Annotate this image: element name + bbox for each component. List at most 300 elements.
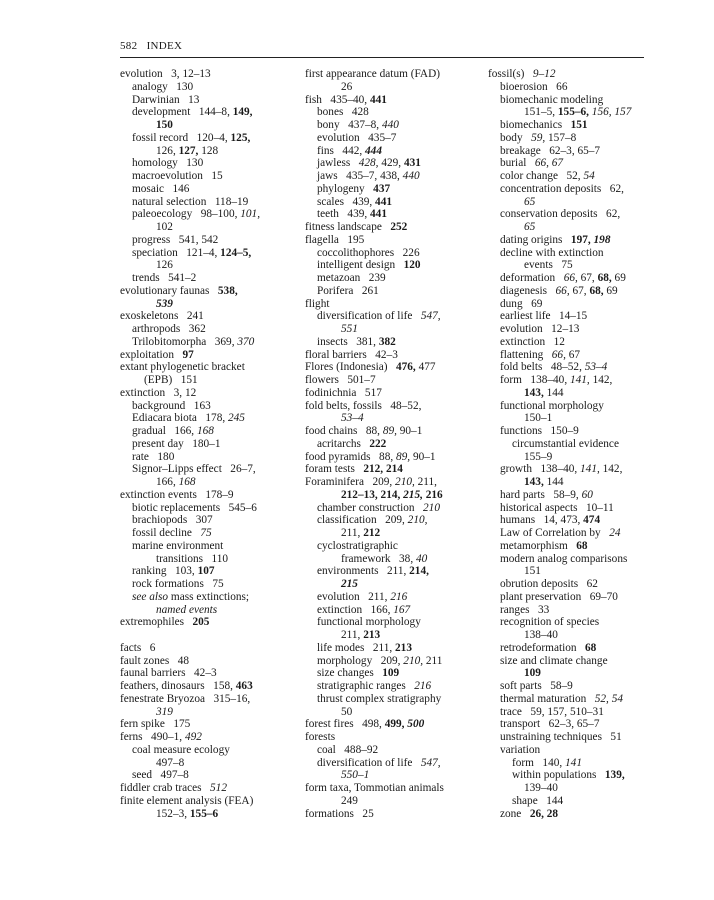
index-subentry	[488, 540, 658, 553]
index-text: framework 38,	[341, 552, 416, 565]
index-text: diversification of life	[317, 310, 421, 323]
index-subentry	[120, 769, 305, 782]
index-subentry	[305, 489, 490, 502]
index-subentry	[305, 540, 490, 553]
index-text: morphology 209,	[317, 654, 404, 667]
index-subentry	[488, 196, 658, 209]
index-subentry	[120, 476, 305, 489]
index-text: 89,	[396, 450, 411, 463]
index-text: analogy 130	[132, 80, 194, 93]
index-text: recognition of species	[500, 616, 600, 629]
index-text: faunal barriers 42–3	[120, 667, 217, 680]
index-subentry	[305, 693, 490, 706]
index-subentry	[488, 642, 658, 655]
index-text: 210,	[407, 514, 428, 527]
index-subentry	[120, 132, 305, 145]
index-entry	[305, 731, 490, 744]
index-subentry	[488, 412, 658, 425]
index-subentry	[305, 667, 490, 680]
index-text: 319	[156, 705, 173, 718]
index-subentry	[120, 221, 305, 234]
index-text: fossil decline	[132, 527, 201, 539]
index-entry	[120, 680, 305, 693]
index-text: shape 144	[512, 794, 564, 807]
index-text: coal 488–92	[317, 743, 379, 756]
index-subentry	[305, 183, 490, 196]
index-subentry	[305, 119, 490, 132]
index-entry	[120, 655, 305, 668]
index-subentry	[488, 718, 658, 731]
index-text: 155–9	[524, 450, 553, 463]
index-subentry	[120, 578, 305, 591]
index-subentry	[488, 132, 658, 145]
index-text: 65	[524, 221, 536, 233]
index-subentry	[120, 183, 305, 196]
index-subentry	[305, 757, 490, 770]
index-subentry	[488, 629, 658, 642]
index-text: 211,	[341, 527, 364, 539]
index-text: metazoan 239	[317, 272, 386, 284]
index-text: dating origins	[500, 233, 571, 246]
index-subentry	[488, 323, 658, 336]
index-text: 52, 54	[594, 692, 623, 705]
index-text: Porifera 261	[317, 284, 379, 297]
index-text: 59,	[531, 131, 546, 144]
index-subentry	[488, 808, 658, 821]
index-text: 68	[585, 641, 597, 654]
index-text: concentration deposits 62,	[500, 182, 624, 195]
index-text: body	[500, 131, 532, 144]
index-text: background 163	[132, 399, 211, 412]
index-text: 210,	[395, 476, 415, 488]
index-text: 68,	[597, 272, 612, 284]
index-text: fossil(s)	[488, 68, 533, 80]
index-subentry	[305, 438, 490, 451]
index-subentry	[488, 616, 658, 629]
index-column-2	[305, 68, 490, 820]
index-text: insects 381,	[317, 335, 379, 348]
index-subentry	[305, 310, 490, 323]
index-text: events 75	[524, 259, 573, 272]
index-text: fold belts, fossils 48–52,	[305, 399, 422, 412]
index-text: transport 62–3, 65–7	[500, 718, 600, 731]
index-text: 66,	[551, 348, 566, 361]
index-text: marine environment	[132, 539, 224, 552]
index-subentry	[488, 527, 658, 540]
index-entry	[120, 731, 305, 744]
index-subentry	[488, 782, 658, 795]
index-text: soft parts 58–9	[500, 680, 573, 692]
running-header	[120, 40, 644, 58]
index-text: ranges 33	[500, 603, 550, 616]
index-text: size and climate change	[500, 654, 608, 667]
index-text: ranking 103,	[132, 565, 198, 578]
index-entry	[305, 387, 490, 400]
index-text: 210,	[403, 654, 424, 667]
index-text: thrust complex stratigraphy	[317, 692, 442, 705]
index-subentry	[120, 463, 305, 476]
index-subentry	[120, 400, 305, 413]
index-subentry	[488, 438, 658, 451]
index-subentry	[488, 183, 658, 196]
index-text: retrodeformation	[500, 641, 586, 654]
index-text: 138–40	[524, 629, 558, 641]
page-number: 582	[120, 40, 138, 52]
index-subentry	[488, 604, 658, 617]
index-subentry	[488, 489, 658, 502]
index-text: rock formations 75	[132, 578, 224, 590]
index-entry	[305, 808, 490, 821]
index-text: evolution 3, 12–13	[120, 68, 211, 80]
index-text: 214,	[409, 565, 429, 578]
index-text: jaws 435–7, 438,	[317, 170, 403, 182]
index-subentry	[120, 540, 305, 553]
index-subentry	[488, 310, 658, 323]
index-text: 26, 28	[529, 807, 559, 820]
index-text: forest fires 498,	[305, 718, 385, 731]
index-subentry	[120, 196, 305, 209]
index-text: fenestrate Bryozoa 315–16,	[120, 692, 251, 705]
index-subentry	[120, 744, 305, 757]
index-subentry	[305, 655, 490, 668]
index-subentry	[488, 667, 658, 680]
index-subentry	[305, 285, 490, 298]
index-text: fodinichnia 517	[305, 386, 382, 399]
index-text: 492	[184, 731, 202, 743]
index-text: 212	[363, 527, 381, 539]
index-text: fold belts 48–52,	[500, 361, 585, 374]
index-subentry	[305, 106, 490, 119]
index-text: 477	[415, 361, 436, 374]
index-text: fitness landscape	[305, 221, 391, 233]
index-subentry	[488, 693, 658, 706]
index-text: 89,	[382, 425, 397, 437]
index-subentry	[120, 451, 305, 464]
index-text: 143,	[524, 386, 544, 399]
index-text: Darwinian 13	[132, 93, 200, 106]
index-subentry	[488, 387, 658, 400]
index-text: 156, 157	[591, 106, 632, 119]
index-subentry	[305, 502, 490, 515]
index-text: 551	[341, 323, 358, 335]
index-subentry	[488, 106, 658, 119]
index-text: 474	[583, 514, 601, 527]
index-text: 216	[422, 488, 443, 501]
index-text: macroevolution 15	[132, 170, 223, 182]
index-subentry	[120, 374, 305, 387]
index-text: 500	[407, 718, 425, 731]
index-text: biomechanic modeling	[500, 93, 604, 106]
index-text: 66,	[563, 272, 578, 284]
index-text: 245	[228, 412, 245, 425]
index-text: 210	[423, 501, 440, 514]
index-text: 441	[375, 195, 392, 208]
index-text: 441	[370, 208, 387, 221]
index-text: 67,	[569, 284, 590, 297]
index-entry	[120, 718, 305, 731]
index-subentry	[305, 629, 490, 642]
index-text: 128	[198, 144, 219, 157]
index-text: 547,	[420, 310, 441, 323]
index-text: 109	[524, 667, 541, 680]
index-subentry	[305, 744, 490, 757]
index-text: 168	[196, 425, 214, 437]
index-text: fish 435–40,	[305, 93, 370, 106]
index-subentry	[488, 463, 658, 476]
index-subentry	[305, 132, 490, 145]
index-text: bones 428	[317, 106, 369, 119]
index-text: cyclostratigraphic	[317, 539, 398, 552]
index-text: transitions 110	[156, 552, 229, 565]
index-text: 213	[395, 641, 412, 654]
index-text: acritarchs	[317, 437, 370, 450]
index-entry	[120, 642, 305, 655]
index-text: (EPB) 151	[144, 374, 198, 386]
index-entry	[120, 795, 305, 808]
index-text: 197,	[570, 233, 591, 246]
index-subentry	[305, 336, 490, 349]
index-subentry	[120, 706, 305, 719]
index-subentry	[120, 106, 305, 119]
index-text: variation	[500, 743, 541, 756]
index-text: floral barriers 42–3	[305, 348, 398, 361]
index-text: 216	[414, 680, 432, 692]
index-entry	[120, 489, 305, 502]
index-text: 9–12	[532, 68, 556, 80]
index-entry	[120, 693, 305, 706]
index-text: Trilobitomorpha 369,	[132, 335, 238, 348]
index-entry	[305, 463, 490, 476]
index-text: 157–8	[545, 131, 577, 144]
index-text: 211,	[341, 629, 364, 641]
index-text: 53–4	[341, 412, 364, 425]
index-text: speciation 121–4,	[132, 246, 221, 259]
index-subentry	[488, 591, 658, 604]
index-text: size changes	[317, 667, 383, 680]
index-text: 150–1	[524, 412, 553, 425]
index-text: 40	[415, 552, 428, 565]
index-subentry	[488, 553, 658, 566]
index-text: 437	[373, 182, 391, 195]
index-text: 139–40	[524, 782, 558, 794]
index-text: development 144–8,	[132, 106, 233, 119]
index-text: fiddler crab traces	[120, 782, 211, 794]
index-text: flight	[305, 297, 330, 310]
index-text: trends 541–2	[132, 272, 197, 284]
index-text: ferns 490–1,	[120, 731, 185, 743]
index-subentry	[305, 196, 490, 209]
index-text: 141	[565, 756, 582, 769]
index-text: chamber construction	[317, 501, 424, 514]
index-subentry	[488, 514, 658, 527]
index-subentry	[120, 94, 305, 107]
index-subentry	[488, 476, 658, 489]
index-text: 142,	[599, 463, 623, 476]
index-text: 53–4	[584, 361, 608, 374]
index-text: 222	[369, 437, 387, 450]
index-subentry	[120, 247, 305, 260]
index-entry	[120, 349, 305, 362]
index-text: deformation	[500, 272, 564, 284]
index-text: biotic replacements 545–6	[132, 501, 257, 514]
index-subentry	[120, 553, 305, 566]
index-text: diagenesis	[500, 284, 556, 297]
index-text: 101,	[240, 208, 261, 221]
index-subentry	[305, 706, 490, 719]
index-text: biomechanics	[500, 119, 571, 131]
index-subentry	[305, 591, 490, 604]
index-entry	[488, 68, 658, 81]
index-text: first appearance datum (FAD)	[305, 68, 440, 80]
index-text: 151	[570, 119, 588, 131]
section-gap	[120, 629, 305, 642]
index-text: 125,	[230, 131, 251, 144]
index-subentry	[488, 259, 658, 272]
index-text: gradual 166,	[132, 425, 197, 437]
index-text: 382	[378, 335, 396, 348]
index-text: flowers 501–7	[305, 374, 376, 386]
index-subentry	[305, 81, 490, 94]
index-text: formations 25	[305, 807, 374, 820]
index-text: 550–1	[341, 769, 370, 782]
index-text: 142,	[589, 374, 613, 386]
index-subentry	[488, 208, 658, 221]
index-text: coccolithophores 226	[317, 246, 420, 259]
index-text: 107	[197, 565, 215, 578]
index-text: within populations	[512, 769, 605, 782]
index-text: plant preservation 69–70	[500, 590, 618, 603]
index-text: 126,	[156, 144, 179, 157]
index-text: 538,	[217, 284, 238, 297]
index-subentry	[488, 170, 658, 183]
index-subentry	[305, 642, 490, 655]
index-text: functions 150–9	[500, 425, 579, 437]
index-text: 205	[192, 616, 210, 629]
index-entry	[305, 374, 490, 387]
index-subentry	[120, 514, 305, 527]
index-text: 60	[581, 488, 593, 501]
index-text: 539	[156, 297, 173, 310]
index-text: brachiopods 307	[132, 514, 213, 527]
index-entry	[120, 667, 305, 680]
index-subentry	[120, 170, 305, 183]
index-text: homology 130	[132, 157, 204, 170]
index-text: 167	[393, 603, 411, 616]
index-text: exoskeletons 241	[120, 310, 204, 323]
index-subentry	[305, 565, 490, 578]
index-text: seed 497–8	[132, 769, 189, 782]
index-entry	[120, 361, 305, 374]
index-text: 429,	[378, 157, 404, 170]
index-text: life modes 211,	[317, 641, 396, 654]
index-text: 215	[341, 578, 358, 590]
index-text: 90–1	[396, 425, 423, 437]
index-subentry	[488, 285, 658, 298]
index-text: natural selection 118–19	[132, 195, 249, 208]
index-text: 120	[403, 259, 421, 272]
index-text: see also	[132, 590, 169, 603]
index-subentry	[120, 157, 305, 170]
index-text: 143,	[524, 476, 544, 488]
index-text: 90–1	[410, 450, 436, 463]
index-subentry	[305, 323, 490, 336]
index-entry	[120, 285, 305, 298]
index-entry	[305, 361, 490, 374]
index-text: evolutionary faunas	[120, 284, 218, 297]
index-subentry	[488, 795, 658, 808]
index-subentry	[305, 145, 490, 158]
header-rule	[120, 57, 644, 58]
index-text: mosaic 146	[132, 182, 190, 195]
index-text: form taxa, Tommotian animals	[305, 782, 444, 794]
index-entry	[305, 349, 490, 362]
index-subentry	[305, 553, 490, 566]
index-text: flattening	[500, 348, 552, 361]
index-text: 127,	[178, 144, 199, 157]
index-text: foram tests	[305, 463, 364, 476]
index-subentry	[488, 731, 658, 744]
index-text: 139,	[604, 769, 625, 782]
index-text: functional morphology	[500, 399, 604, 412]
index-text: 149,	[232, 106, 253, 119]
index-subentry	[488, 247, 658, 260]
index-text: 69	[603, 284, 618, 297]
index-text: 249	[341, 794, 358, 807]
index-text: hard parts 58–9,	[500, 488, 582, 501]
index-subentry	[120, 234, 305, 247]
index-entry	[120, 616, 305, 629]
index-text: flagella 195	[305, 233, 365, 246]
index-text: earliest life 14–15	[500, 310, 588, 323]
index-text: 428,	[358, 157, 379, 170]
index-text: 50	[341, 705, 353, 718]
index-text: extinction events 178–9	[120, 488, 234, 501]
index-text: fossil record 120–4,	[132, 131, 231, 144]
index-text: bony 437–8,	[317, 119, 382, 131]
index-subentry	[488, 425, 658, 438]
index-subentry	[120, 259, 305, 272]
index-text: 144	[543, 386, 564, 399]
index-text: progress 541, 542	[132, 233, 219, 246]
index-text: forests	[305, 731, 336, 743]
index-text: food pyramids 88,	[305, 450, 396, 463]
index-subentry	[488, 145, 658, 158]
index-subentry	[488, 157, 658, 170]
index-text: rate 180	[132, 450, 175, 463]
index-subentry	[120, 438, 305, 451]
index-text: 476,	[395, 361, 416, 374]
index-subentry	[305, 578, 490, 591]
index-text: 150	[156, 119, 173, 131]
index-text: 216	[390, 590, 408, 603]
index-subentry	[120, 208, 305, 221]
index-subentry	[120, 502, 305, 515]
index-subentry	[305, 157, 490, 170]
index-subentry	[488, 451, 658, 464]
index-text: 441	[369, 93, 387, 106]
index-text: 124–5,	[220, 246, 252, 259]
index-text: 144	[543, 476, 564, 488]
index-text: evolution 435–7	[317, 131, 397, 144]
index-text: 155–6,	[557, 106, 589, 119]
index-subentry	[120, 565, 305, 578]
index-subentry	[305, 514, 490, 527]
index-text: 152–3,	[156, 807, 190, 820]
index-subentry	[488, 400, 658, 413]
index-text: breakage 62–3, 65–7	[500, 144, 601, 157]
index-text: dung 69	[500, 297, 543, 310]
index-subentry	[488, 680, 658, 693]
